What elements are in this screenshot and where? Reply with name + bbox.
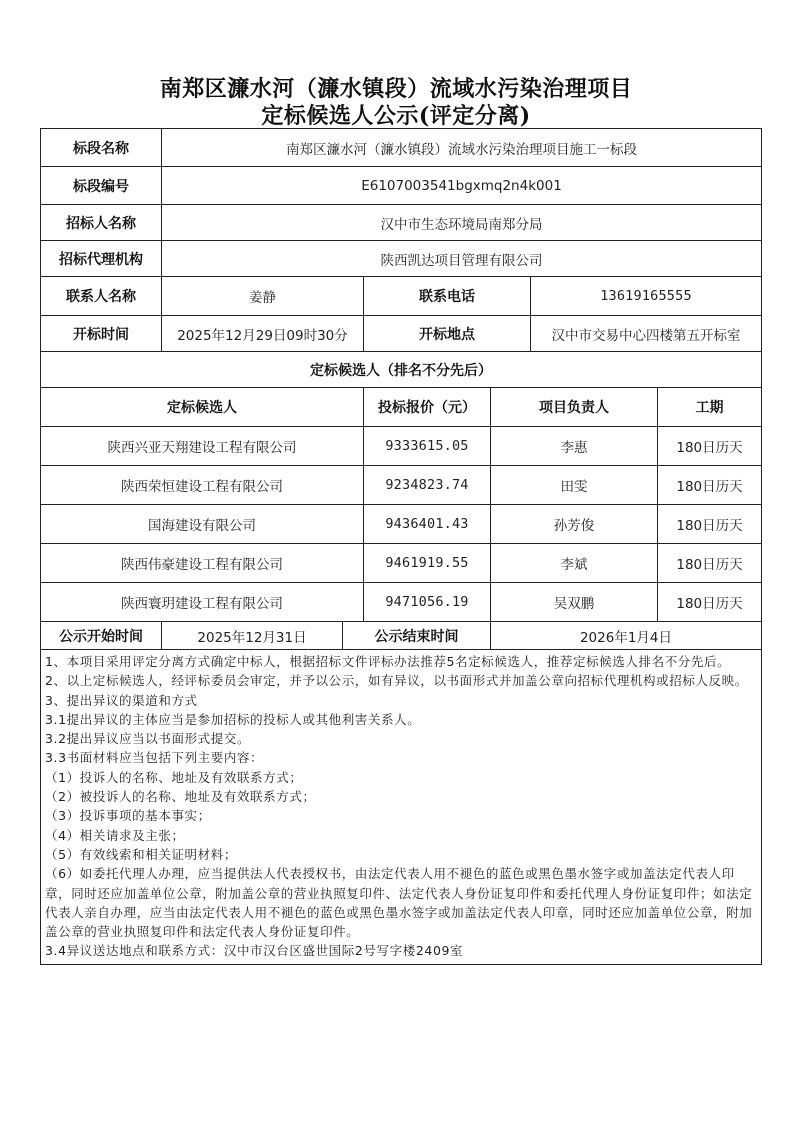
note-item-6: （6）如委托代理人办理，应当提供法人代表授权书，由法定代表人用不褪色的蓝色或黑色墨水签字或加盖法定代表人印章，同时还应加盖单位公章，附加盖公章的营业执照复印件、法定代表人身份证复印件和委托代理人身份证复印件；如法定代表人亲自办理，应当由法定代表人用不褪色的蓝色或黑色墨水签字或加盖法定代表人印章，同时还应加盖单位公章，附加盖公章的营业执照复印件和法定代表人身份证复印件。 bbox=[45, 866, 753, 940]
candidates-section-title: 定标候选人（排名不分先后） bbox=[41, 352, 762, 388]
open-place-value: 汉中市交易中心四楼第五开标室 bbox=[531, 316, 762, 352]
publicity-end-value: 2026年1月4日 bbox=[491, 622, 762, 650]
section-code-label: 标段编号 bbox=[41, 167, 162, 205]
header-manager: 项目负责人 bbox=[491, 388, 658, 427]
candidate-duration: 180日历天 bbox=[658, 544, 762, 583]
header-candidate: 定标候选人 bbox=[41, 388, 364, 427]
note-3-1: 3.1提出异议的主体应当是参加招标的投标人或其他利害关系人。 bbox=[45, 711, 421, 727]
candidate-duration: 180日历天 bbox=[658, 583, 762, 622]
publicity-end-label: 公示结束时间 bbox=[343, 622, 491, 650]
row-contact bbox=[41, 277, 762, 316]
note-2: 2、以上定标候选人，经评标委员会审定，并予以公示，如有异议，以书面形式并加盖公章向招标代理机构或招标人反映。 bbox=[45, 673, 748, 689]
contact-value: 姜静 bbox=[162, 277, 364, 316]
row-candidates-title bbox=[41, 352, 762, 388]
candidate-company: 陕西荣恒建设工程有限公司 bbox=[41, 466, 364, 505]
candidate-duration: 180日历天 bbox=[658, 427, 762, 466]
candidate-price: 9436401.43 bbox=[364, 505, 491, 544]
row-tenderer bbox=[41, 205, 762, 241]
candidate-manager: 吴双鹏 bbox=[491, 583, 658, 622]
table-row bbox=[41, 583, 762, 622]
row-section-name bbox=[41, 129, 762, 167]
note-3-4: 3.4异议送达地点和联系方式：汉中市汉台区盛世国际2号写字楼2409室 bbox=[45, 943, 464, 959]
table-row bbox=[41, 505, 762, 544]
phone-label: 联系电话 bbox=[364, 277, 531, 316]
row-publicity bbox=[41, 622, 762, 650]
candidate-manager: 孙芳俊 bbox=[491, 505, 658, 544]
candidate-price: 9333615.05 bbox=[364, 427, 491, 466]
candidate-company: 陕西伟豪建设工程有限公司 bbox=[41, 544, 364, 583]
publicity-start-label: 公示开始时间 bbox=[41, 622, 162, 650]
candidate-duration: 180日历天 bbox=[658, 466, 762, 505]
row-agency bbox=[41, 241, 762, 277]
open-place-label: 开标地点 bbox=[364, 316, 531, 352]
tenderer-label: 招标人名称 bbox=[41, 205, 162, 241]
candidate-company: 陕西寰玥建设工程有限公司 bbox=[41, 583, 364, 622]
tenderer-value: 汉中市生态环境局南郑分局 bbox=[162, 205, 762, 241]
note-item-3: （3）投诉事项的基本事实； bbox=[45, 808, 211, 824]
candidate-manager: 田雯 bbox=[491, 466, 658, 505]
note-3-3: 3.3书面材料应当包括下列主要内容： bbox=[45, 750, 264, 766]
candidate-price: 9234823.74 bbox=[364, 466, 491, 505]
document-title: 南郑区濂水河（濂水镇段）流域水污染治理项目 bbox=[159, 76, 633, 102]
candidate-price: 9471056.19 bbox=[364, 583, 491, 622]
candidate-company: 陕西兴亚天翔建设工程有限公司 bbox=[41, 427, 364, 466]
notes-cell bbox=[41, 650, 762, 965]
note-item-2: （2）被投诉人的名称、地址及有效联系方式； bbox=[45, 789, 316, 805]
table-row bbox=[41, 544, 762, 583]
note-item-1: （1）投诉人的名称、地址及有效联系方式； bbox=[45, 769, 303, 785]
agency-label: 招标代理机构 bbox=[41, 241, 162, 277]
section-name-value: 南郑区濂水河（濂水镇段）流域水污染治理项目施工一标段 bbox=[162, 129, 762, 167]
candidates-header-row bbox=[41, 388, 762, 427]
row-notes bbox=[41, 650, 762, 965]
section-name-label: 标段名称 bbox=[41, 129, 162, 167]
table-row bbox=[41, 427, 762, 466]
note-item-5: （5）有效线索和相关证明材料； bbox=[45, 846, 237, 862]
candidate-company: 国海建设有限公司 bbox=[41, 505, 364, 544]
candidate-manager: 李惠 bbox=[491, 427, 658, 466]
note-3: 3、提出异议的渠道和方式 bbox=[45, 692, 198, 708]
table-row bbox=[41, 466, 762, 505]
note-1: 1、本项目采用评定分离方式确定中标人，根据招标文件评标办法推荐5名定标候选人，推荐定标候选人排名不分先后。 bbox=[45, 654, 731, 669]
open-time-value: 2025年12月29日09时30分 bbox=[162, 316, 364, 352]
row-section-code bbox=[41, 167, 762, 205]
announcement-table bbox=[40, 128, 762, 965]
candidate-manager: 李斌 bbox=[491, 544, 658, 583]
note-3-2: 3.2提出异议应当以书面形式提交。 bbox=[45, 731, 251, 747]
phone-value: 13619165555 bbox=[531, 277, 762, 316]
open-time-label: 开标时间 bbox=[41, 316, 162, 352]
row-open bbox=[41, 316, 762, 352]
header-duration: 工期 bbox=[658, 388, 762, 427]
document-subtitle: 定标候选人公示(评定分离) bbox=[261, 103, 531, 129]
section-code-value: E6107003541bgxmq2n4k001 bbox=[162, 167, 762, 205]
candidate-duration: 180日历天 bbox=[658, 505, 762, 544]
note-item-4: （4）相关请求及主张； bbox=[45, 827, 185, 843]
agency-value: 陕西凯达项目管理有限公司 bbox=[162, 241, 762, 277]
candidate-price: 9461919.55 bbox=[364, 544, 491, 583]
contact-label: 联系人名称 bbox=[41, 277, 162, 316]
publicity-start-value: 2025年12月31日 bbox=[162, 622, 343, 650]
header-price: 投标报价（元） bbox=[364, 388, 491, 427]
